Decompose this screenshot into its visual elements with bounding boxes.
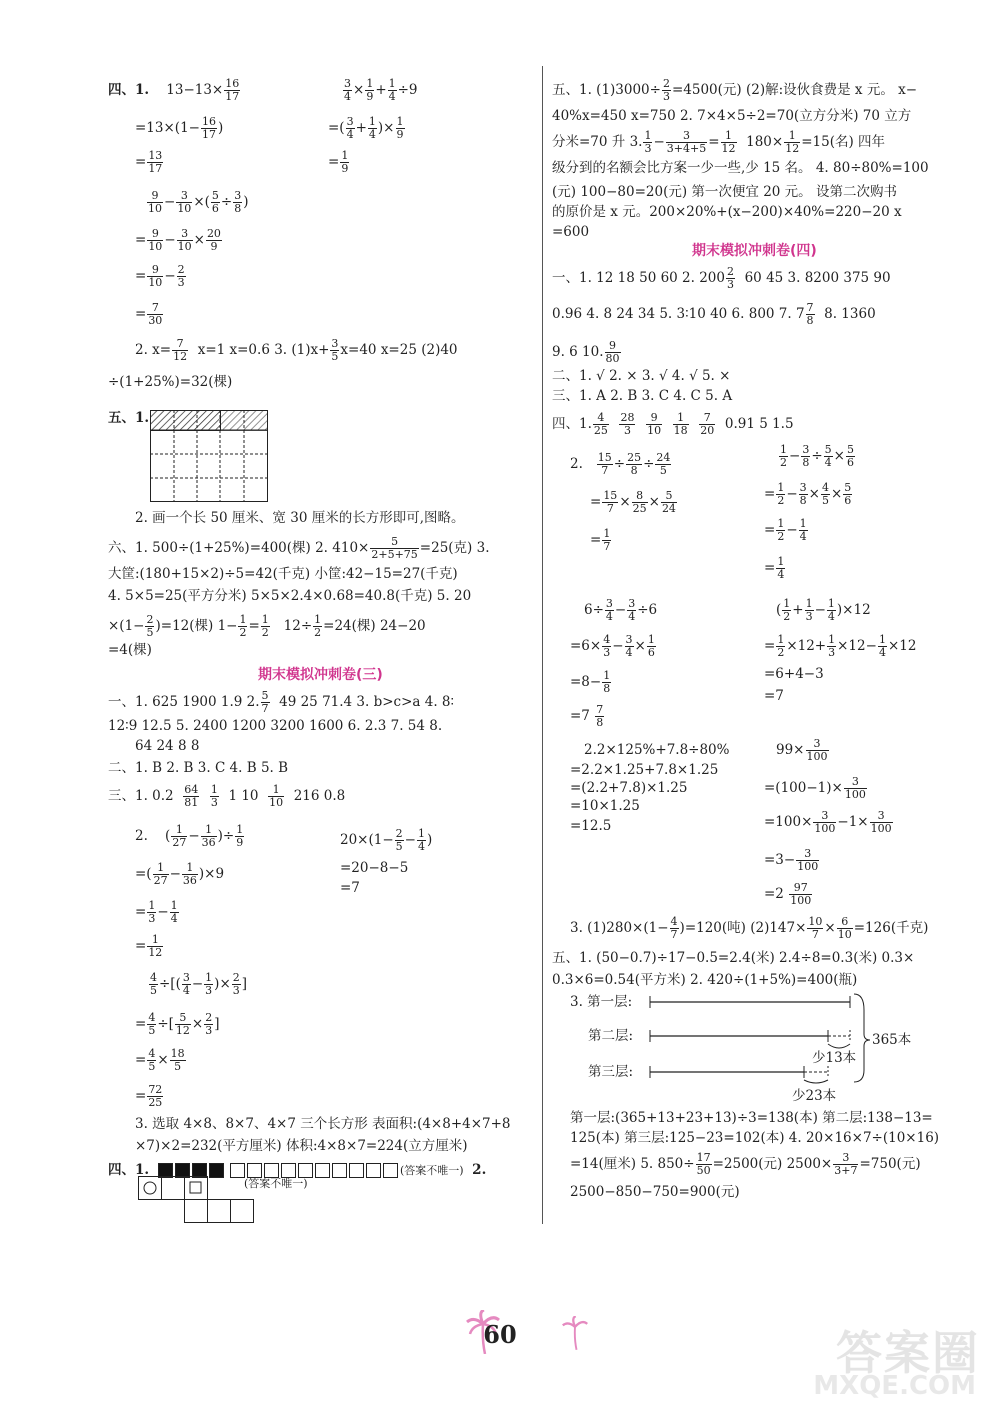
- shaded-grid-figure: [150, 410, 268, 502]
- answer-line: 四、1. 13−13× $\frac{16}{17}$: [108, 77, 240, 103]
- answer-line: 级分到的名额会比方案一少一些,少 15 名。 4. 80÷80%=100: [552, 160, 929, 176]
- answer-line: =600: [552, 224, 590, 240]
- answer-line: = $\frac{4}{5}$ ÷[ $\frac{5}{12}$ × $\frac{2}{3}$ ]: [135, 1011, 220, 1037]
- answer-line: 6÷ $\frac{3}{4}$ − $\frac{3}{4}$ ÷6: [584, 597, 658, 623]
- answer-line: 五、1. (50−0.7)÷17−0.5=2.4(米) 2.4÷8=0.3(米) 0.3×: [552, 950, 915, 966]
- answer-line: 40%x=450 x=750 2. 7×4×5÷2=70(立方分米) 70 立方: [552, 108, 912, 124]
- answer-line: 四、1. (答案不唯一) 2.: [108, 1162, 487, 1178]
- answer-line: ( $\frac{1}{2}$ + $\frac{1}{3}$ − $\frac{1}{4}$ )×12: [776, 597, 871, 623]
- answer-line: = $\frac{1}{2}$ − $\frac{3}{8}$ × $\frac{4}{5}$ × $\frac{5}{6}$: [764, 481, 852, 507]
- answer-line: 3. 选取 4×8、8×7、4×7 三个长方形 表面积:(4×8+4×7+8: [135, 1116, 511, 1132]
- answer-line: = $\frac{1}{12}$: [135, 933, 163, 959]
- answer-line: $\frac{3}{4}$ × $\frac{1}{9}$ + $\frac{1}{4}$ ÷9: [344, 77, 418, 103]
- answer-line: =( $\frac{3}{4}$ + $\frac{1}{4}$ )× $\frac{1}{9}$: [328, 115, 404, 141]
- answer-line: 四、1. $\frac{4}{25}$ $\frac{28}{3}$ $\frac{9}{10}$ $\frac{1}{18}$ $\frac{7}{20}$ 0.91 5 1.5: [552, 411, 794, 437]
- answer-line: = $\frac{1}{7}$: [590, 527, 611, 553]
- answer-line: =7 $\frac{7}{8}$: [570, 703, 604, 729]
- answer-line: =3− $\frac{3}{100}$: [764, 847, 819, 873]
- watermark-domain: MXQE.COM: [813, 1371, 976, 1401]
- answer-line: =7: [340, 880, 360, 896]
- answer-line: 125(本) 第三层:125−23=102(本) 4. 20×16×7÷(10×16): [570, 1130, 940, 1146]
- answer-line: 三、1. A 2. B 3. C 4. C 5. A: [552, 388, 733, 404]
- answer-line: 第二层:: [588, 1028, 634, 1044]
- answer-line: =2 $\frac{97}{100}$: [764, 881, 812, 907]
- answer-line: = $\frac{1}{3}$ − $\frac{1}{4}$: [135, 899, 178, 925]
- diagram-diff-label: 少13本: [812, 1050, 857, 1066]
- answer-line: 2. ( $\frac{1}{27}$ − $\frac{1}{36}$ )÷ $\frac{1}{9}$: [135, 823, 244, 849]
- answer-line: 三、1. 0.2 $\frac{64}{81}$ $\frac{1}{3}$ 1 10 $\frac{1}{10}$ 216 0.8: [108, 783, 346, 809]
- answer-line: =4(棵): [108, 642, 152, 658]
- answer-line: 64 24 8 8: [135, 738, 200, 754]
- book-shelf-diagram: [640, 990, 880, 1086]
- answer-line: 2500−850−750=900(元): [570, 1184, 740, 1200]
- answer-line: =(2.2+7.8)×1.25: [570, 780, 688, 796]
- answer-line: 0.3×6=0.54(平方米) 2. 420÷(1+5%)=400(瓶): [552, 972, 858, 988]
- watermark-main: 答案圈: [836, 1326, 980, 1380]
- palm-tree-icon: [562, 1316, 588, 1350]
- answer-line: =8− $\frac{1}{8}$: [570, 669, 611, 695]
- answer-line: 分米=70 升 3. $\frac{1}{3}$ − $\frac{3}{3+4+5}$ = $\frac{1}{12}$ 180× $\frac{1}{12}$ =15(名) 四年: [552, 129, 886, 155]
- answer-line: = $\frac{9}{10}$ − $\frac{2}{3}$: [135, 263, 185, 289]
- answer-line: ×7)×2=232(平方厘米) 体积:4×8×7=224(立方厘米): [135, 1138, 468, 1154]
- answer-line: 二、1. B 2. B 3. C 4. B 5. B: [108, 760, 289, 776]
- answer-line: = $\frac{15}{7}$ × $\frac{8}{25}$ × $\frac{5}{24}$: [590, 489, 676, 515]
- answer-line: 12∶9 12.5 5. 2400 1200 3200 1600 6. 2.3 7. 54 8.: [108, 718, 443, 734]
- answer-line: 20×(1− $\frac{2}{5}$ − $\frac{1}{4}$ ): [340, 827, 433, 853]
- section-title: 期末模拟冲刺卷(三): [258, 667, 383, 683]
- answer-line: 2.2×125%+7.8÷80%: [584, 742, 730, 758]
- answer-line: =12.5: [570, 818, 612, 834]
- cube-net-figure: [138, 1176, 254, 1224]
- answer-line: 第一层:(365+13+23+13)÷3=138(本) 第二层:138−13=: [570, 1110, 933, 1126]
- answer-note: (答案不唯一): [244, 1177, 308, 1190]
- answer-line: 2. x= $\frac{7}{12}$ x=1 x=0.6 3. (1)x+ $\frac{3}{5}$ x=40 x=25 (2)40: [135, 337, 458, 363]
- diagram-total-label: 365本: [872, 1032, 912, 1048]
- answer-line: =( $\frac{1}{27}$ − $\frac{1}{36}$ )×9: [135, 861, 225, 887]
- answer-line: 2. 画一个长 50 厘米、宽 30 厘米的长方形即可,图略。: [135, 510, 465, 526]
- answer-line: 99× $\frac{3}{100}$: [776, 737, 828, 763]
- answer-line: = $\frac{1}{9}$: [328, 149, 349, 175]
- answer-line: =100× $\frac{3}{100}$ −1× $\frac{3}{100}$: [764, 809, 892, 835]
- answer-line: =(100−1)× $\frac{3}{100}$: [764, 775, 866, 801]
- answer-line: 3. (1)280×(1− $\frac{4}{7}$ )=120(吨) (2)147× $\frac{10}{7}$ × $\frac{6}{10}$ =126(千克): [570, 915, 929, 941]
- answer-line: $\frac{4}{5}$ ÷[( $\frac{3}{4}$ − $\frac{1}{3}$ )× $\frac{2}{3}$ ]: [150, 971, 248, 997]
- answer-line: =20−8−5: [340, 860, 409, 876]
- answer-line: =7: [764, 688, 784, 704]
- answer-line: = $\frac{13}{17}$: [135, 149, 163, 175]
- answer-line: 大筐:(180+15×2)÷5=42(千克) 小筐:42−15=27(千克): [108, 566, 458, 582]
- answer-line: 4. 5×5=25(平方分米) 5×5×2.4×0.68=40.8(千克) 5. 20: [108, 588, 472, 604]
- column-divider: [542, 66, 543, 1224]
- watermark: [780, 1317, 990, 1407]
- answer-line: $\frac{9}{10}$ − $\frac{3}{10}$ ×( $\frac{5}{6}$ ÷ $\frac{3}{8}$ ): [148, 189, 249, 215]
- answer-line: 的原价是 x 元。200×20%+(x−200)×40%=220−20 x: [552, 204, 902, 220]
- answer-line: =6× $\frac{4}{3}$ − $\frac{3}{4}$ × $\frac{1}{6}$: [570, 633, 655, 659]
- answer-line: = $\frac{7}{30}$: [135, 301, 163, 327]
- answer-line: =2.2×1.25+7.8×1.25: [570, 762, 719, 778]
- answer-line: 二、1. √ 2. × 3. √ 4. √ 5. ×: [552, 368, 731, 384]
- answer-line: =13×(1− $\frac{16}{17}$ ): [135, 115, 224, 141]
- section-title: 期末模拟冲刺卷(四): [692, 243, 817, 259]
- diagram-diff-label: 少23本: [792, 1088, 837, 1104]
- answer-line: =10×1.25: [570, 798, 640, 814]
- answer-line: 3. 第一层:: [570, 994, 633, 1010]
- answer-line: = $\frac{72}{25}$: [135, 1083, 163, 1109]
- answer-line: 0.96 4. 8 24 34 5. 3∶10 40 6. 800 7. 7 $\frac{7}{8}$ 8. 1360: [552, 301, 876, 327]
- answer-line: = $\frac{4}{5}$ × $\frac{18}{5}$: [135, 1047, 185, 1073]
- answer-line: 一、1. 12 18 50 60 2. 200 $\frac{2}{3}$ 60 45 3. 8200 375 90: [552, 265, 891, 291]
- answer-line: 2. $\frac{15}{7}$ ÷ $\frac{25}{8}$ ÷ $\frac{24}{5}$: [570, 451, 671, 477]
- answer-line: =14(厘米) 5. 850÷ $\frac{17}{50}$ =2500(元) 2500× $\frac{3}{3+7}$ =750(元): [570, 1151, 921, 1177]
- answer-line: 9. 6 10. $\frac{9}{80}$: [552, 339, 620, 365]
- answer-line: = $\frac{1}{2}$ ×12+ $\frac{1}{3}$ ×12− $\frac{1}{4}$ ×12: [764, 633, 917, 659]
- answer-line: 六、1. 500÷(1+25%)=400(棵) 2. 410× $\frac{5}{2+5+75}$ =25(克) 3.: [108, 535, 490, 561]
- answer-line: (元) 100−80=20(元) 第一次便宜 20 元。 设第二次购书: [552, 184, 897, 200]
- answer-line: 一、1. 625 1900 1.9 2. $\frac{5}{7}$ 49 25 71.4 3. b>c>a 4. 8∶: [108, 689, 455, 715]
- answer-line: = $\frac{9}{10}$ − $\frac{3}{10}$ × $\frac{20}{9}$: [135, 227, 221, 253]
- answer-line: 五、1. (1)3000÷ $\frac{2}{3}$ =4500(元) (2)解:设伙食费是 x 元。 x−: [552, 77, 918, 103]
- answer-line: = $\frac{1}{4}$: [764, 555, 785, 581]
- answer-line: ÷(1+25%)=32(棵): [108, 374, 233, 390]
- answer-line: $\frac{1}{2}$ − $\frac{3}{8}$ ÷ $\frac{5}{4}$ × $\frac{5}{6}$: [780, 443, 854, 469]
- answer-line: 五、1.: [108, 410, 150, 426]
- answer-line: ×(1− $\frac{2}{5}$ )=12(棵) 1− $\frac{1}{2}$ = $\frac{1}{2}$ 12÷ $\frac{1}{2}$ =24(棵) 24−20: [108, 613, 426, 639]
- answer-line: = $\frac{1}{2}$ − $\frac{1}{4}$: [764, 517, 807, 543]
- page-number: 60: [483, 1320, 517, 1349]
- answer-line: =6+4−3: [764, 666, 824, 682]
- answer-line: 第三层:: [588, 1064, 634, 1080]
